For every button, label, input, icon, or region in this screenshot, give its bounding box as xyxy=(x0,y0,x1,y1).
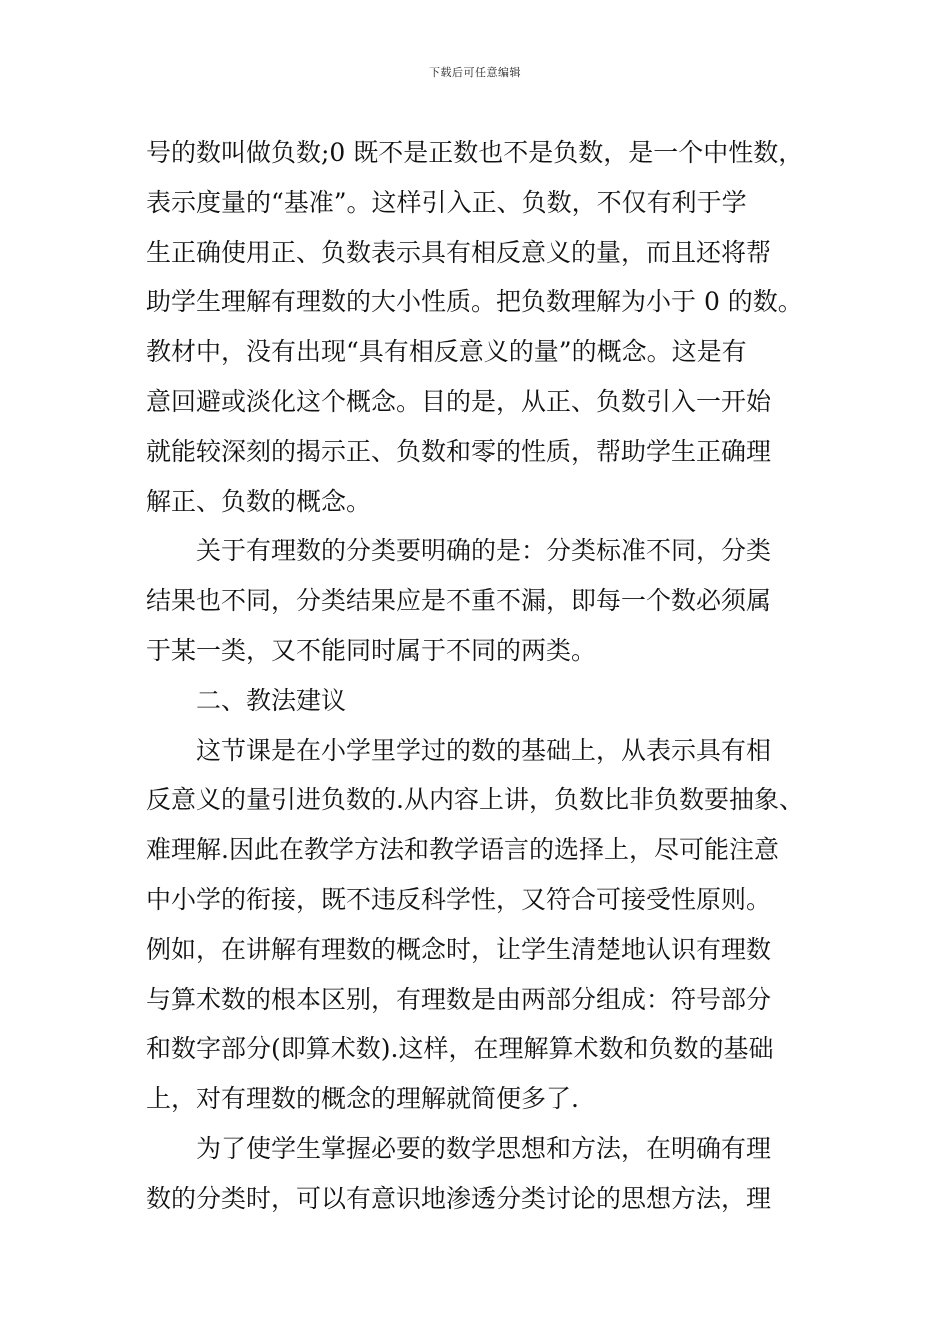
text-line: 反意义的量引进负数的.从内容上讲，负数比非负数要抽象、 xyxy=(146,785,804,815)
text-line: 关于有理数的分类要明确的是：分类标准不同，分类 xyxy=(196,536,772,566)
text-line: 表示度量的“基准”。这样引入正、负数，不仅有利于学 xyxy=(146,187,747,217)
text-line: 于某一类，又不能同时属于不同的两类。 xyxy=(146,635,597,665)
page-header: 下载后可任意编辑 xyxy=(429,66,521,79)
text-line: 助学生理解有理数的大小性质。把负数理解为小于 0 的数。 xyxy=(146,287,803,317)
text-line: 数的分类时，可以有意识地渗透分类讨论的思想方法，理 xyxy=(146,1183,772,1213)
text-line: 生正确使用正、负数表示具有相反意义的量，而且还将帮 xyxy=(146,237,772,267)
text-line: 二、教法建议 xyxy=(196,685,347,715)
text-line: 上，对有理数的概念的理解就简便多了. xyxy=(146,1084,579,1114)
text-line: 意回避或淡化这个概念。目的是，从正、负数引入一开始 xyxy=(146,386,772,416)
text-line: 结果也不同，分类结果应是不重不漏，即每一个数必须属 xyxy=(146,586,772,616)
text-line: 这节课是在小学里学过的数的基础上，从表示具有相 xyxy=(196,735,772,765)
text-line: 为了使学生掌握必要的数学思想和方法，在明确有理 xyxy=(196,1133,772,1163)
text-line: 号的数叫做负数;0 既不是正数也不是负数，是一个中性数， xyxy=(146,138,804,167)
text-line: 中小学的衔接，既不违反科学性，又符合可接受性原则。 xyxy=(146,884,772,914)
text-line: 解正、负数的概念。 xyxy=(146,486,372,516)
text-line: 例如，在讲解有理数的概念时，让学生清楚地认识有理数 xyxy=(146,934,772,964)
body-text xyxy=(146,128,810,1224)
text-line: 与算术数的根本区别，有理数是由两部分组成：符号部分 xyxy=(146,984,772,1014)
text-line: 难理解.因此在教学方法和教学语言的选择上，尽可能注意 xyxy=(146,835,779,865)
text-line: 就能较深刻的揭示正、负数和零的性质，帮助学生正确理 xyxy=(146,436,772,466)
text-line: 教材中，没有出现“具有相反意义的量”的概念。这是有 xyxy=(146,337,747,367)
text-line: 和数字部分(即算术数).这样，在理解算术数和负数的基础 xyxy=(146,1034,774,1064)
